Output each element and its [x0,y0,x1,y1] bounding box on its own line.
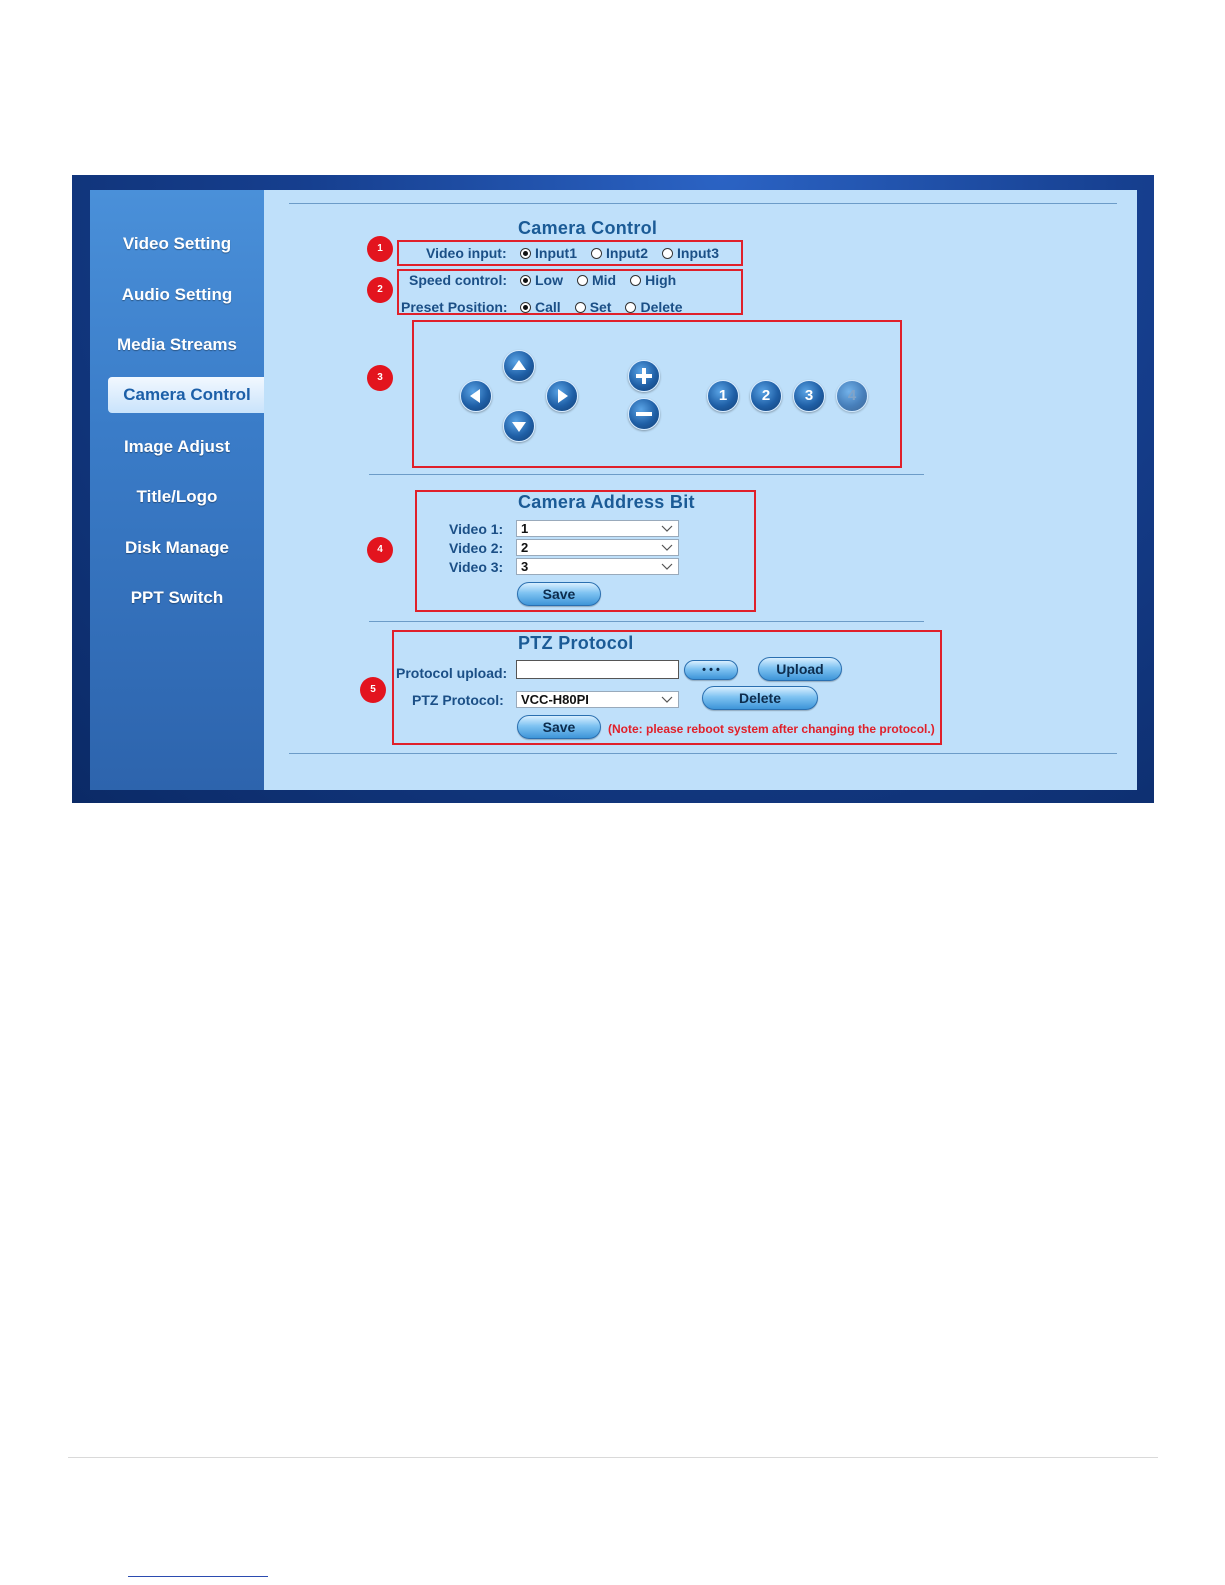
radio-label: High [645,272,677,288]
divider [289,203,1117,204]
sidebar-item-audio-setting[interactable]: Audio Setting [121,285,233,304]
radio-call[interactable] [520,299,561,315]
radio-label: Input3 [677,245,719,261]
radio-button[interactable] [520,302,531,313]
sidebar-item-disk-manage[interactable]: Disk Manage [125,538,229,557]
speed-control-label: Speed control: [409,272,508,288]
arrow-up-icon [504,351,534,381]
pan-right-button[interactable] [546,380,578,412]
annotation-badge-5: 5 [360,677,386,703]
pan-left-button[interactable] [460,380,492,412]
chevron-down-icon [661,694,673,704]
footer-divider [68,1457,1158,1458]
zoom-out-button[interactable] [628,398,660,430]
radio-low[interactable] [520,272,563,288]
radio-button[interactable] [662,248,673,259]
sidebar-item-media-streams[interactable]: Media Streams [117,335,237,354]
radio-input1[interactable] [520,245,577,261]
ptz-protocol-title: PTZ Protocol [518,633,634,653]
sidebar-item-title-logo[interactable]: Title/Logo [136,487,218,506]
preset-2-button[interactable]: 2 [750,380,782,412]
sidebar-item-video-setting[interactable]: Video Setting [122,234,232,253]
divider [369,474,924,475]
delete-protocol-button[interactable]: Delete [702,686,818,710]
radio-button[interactable] [577,275,588,286]
plus-icon [629,361,659,391]
radio-button[interactable] [591,248,602,259]
radio-button[interactable] [520,248,531,259]
radio-button[interactable] [630,275,641,286]
radio-set[interactable] [575,299,612,315]
radio-label: Input1 [535,245,577,261]
footer-link-underline [128,1576,268,1577]
protocol-upload-input[interactable] [516,660,679,679]
radio-mid[interactable] [577,272,616,288]
radio-label: Set [589,299,612,315]
sidebar-item-image-adjust[interactable]: Image Adjust [123,437,231,456]
browse-button[interactable]: • • • [684,660,738,680]
address-bit-title: Camera Address Bit [518,492,695,512]
radio-delete[interactable] [625,299,682,315]
video-input-label: Video input: [426,245,507,261]
radio-high[interactable] [630,272,676,288]
radio-button[interactable] [625,302,636,313]
arrow-left-icon [461,381,491,411]
preset-4-button[interactable]: 4 [836,380,868,412]
zoom-in-button[interactable] [628,360,660,392]
radio-input3[interactable] [662,245,719,261]
speed-control-radio-group [520,272,690,288]
arrow-right-icon [547,381,577,411]
chevron-down-icon [661,561,673,571]
radio-button[interactable] [575,302,586,313]
video-2-label: Video 2: [449,540,504,556]
video-2-select[interactable] [516,539,679,556]
divider [369,621,924,622]
camera-control-title: Camera Control [518,218,658,238]
main-content [264,190,1137,790]
preset-position-radio-group [520,299,697,315]
minus-icon [629,399,659,429]
reboot-note: (Note: please reboot system after changing the protocol.) [608,722,935,736]
annotation-badge-4: 4 [367,537,393,563]
annotation-badge-3: 3 [367,365,393,391]
ptz-save-button[interactable]: Save [517,715,601,739]
preset-3-button[interactable]: 3 [793,380,825,412]
chevron-down-icon [661,523,673,533]
radio-label: Low [535,272,563,288]
video-input-radio-group [520,245,733,261]
ptz-protocol-label: PTZ Protocol: [412,692,504,708]
select-value: 1 [521,521,529,536]
select-value: VCC-H80PI [521,692,589,707]
radio-label: Input2 [606,245,648,261]
radio-input2[interactable] [591,245,648,261]
address-save-button[interactable]: Save [517,582,601,606]
video-3-label: Video 3: [449,559,504,575]
radio-label: Mid [592,272,617,288]
video-3-select[interactable] [516,558,679,575]
arrow-down-icon [504,411,534,441]
select-value: 2 [521,540,529,555]
sidebar [90,190,264,790]
sidebar-item-ppt-switch[interactable]: PPT Switch [130,588,224,607]
annotation-badge-2: 2 [367,277,393,303]
ptz-protocol-select[interactable] [516,691,679,708]
video-1-select[interactable] [516,520,679,537]
pan-down-button[interactable] [503,410,535,442]
annotation-badge-1: 1 [367,236,393,262]
pan-up-button[interactable] [503,350,535,382]
radio-label: Call [535,299,561,315]
divider [289,753,1117,754]
preset-1-button[interactable]: 1 [707,380,739,412]
sidebar-item-camera-control[interactable]: Camera Control [108,377,266,413]
upload-button[interactable]: Upload [758,657,842,681]
chevron-down-icon [661,542,673,552]
select-value: 3 [521,559,529,574]
protocol-upload-label: Protocol upload: [396,665,508,681]
video-1-label: Video 1: [449,521,504,537]
app-screenshot [72,175,1154,803]
radio-label: Delete [640,299,683,315]
radio-button[interactable] [520,275,531,286]
preset-position-label: Preset Position: [401,299,508,315]
